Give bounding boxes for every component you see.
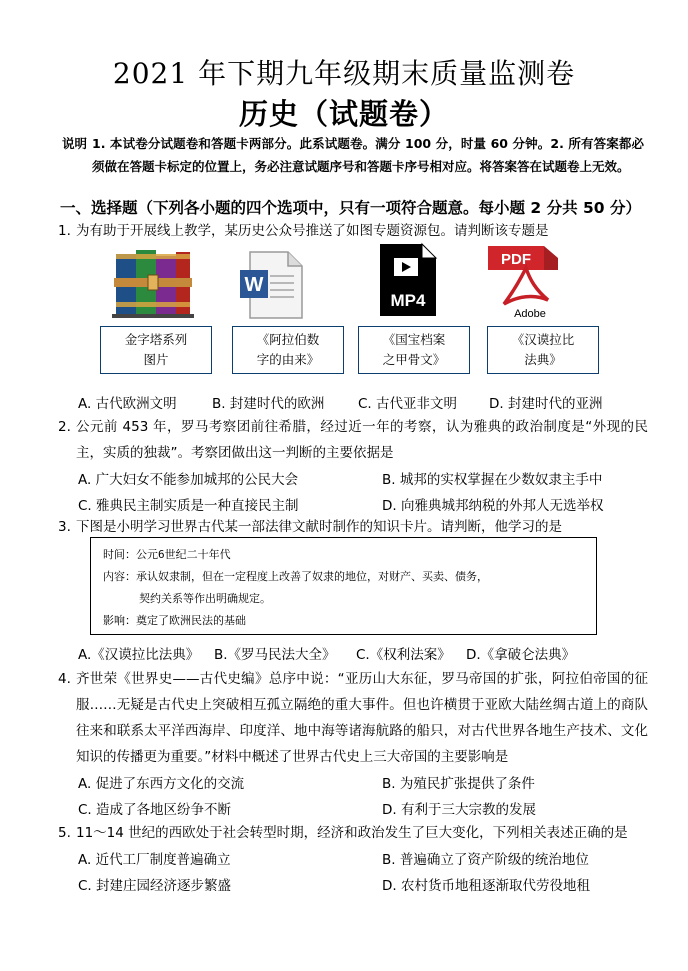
card-content-cont: 契约关系等作出明确规定。 (139, 592, 271, 605)
option-b[interactable]: B.《罗马民法大全》 (214, 647, 336, 663)
section-heading: 一、选择题（下列各小题的四个选项中，只有一项符合题意。每小题 2 分共 50 分） (60, 199, 641, 217)
mp4-file-icon (378, 242, 438, 318)
instructions-label: 说明 (62, 136, 88, 151)
option-a[interactable]: A. 近代工厂制度普遍确立 (78, 852, 231, 868)
pdf-file-icon (488, 244, 564, 320)
exam-subtitle: 历史（试题卷） (238, 97, 449, 131)
resource-caption (100, 326, 212, 374)
question-number: 4. (58, 671, 71, 687)
mp4-label: MP4 (390, 291, 426, 310)
adobe-label: Adobe (514, 308, 546, 320)
svg-text:W: W (244, 274, 264, 296)
caption-line: 《汉谟拉比 (511, 332, 575, 347)
exam-title: 2021 年下期九年级期末质量监测卷 (112, 57, 576, 90)
resource-caption (358, 326, 470, 374)
card-content: 内容：承认奴隶制，但在一定程度上改善了奴隶的地位，对财产、买卖、债务， (103, 570, 488, 583)
pdf-label: PDF (501, 251, 531, 268)
option-d[interactable]: D. 有利于三大宗教的发展 (382, 802, 536, 818)
option-d[interactable]: D. 农村货币地租逐渐取代劳役地租 (382, 878, 590, 894)
option-c[interactable]: C. 古代亚非文明 (358, 396, 458, 412)
option-a[interactable]: A. 促进了东西方文化的交流 (78, 776, 245, 792)
instructions-text: 1. 本试卷分试题卷和答题卡两部分。此系试题卷。满分 100 分，时量 60 分钟。2. 所有答案都必须做在答题卡标定的位置上，务必注意试题序号和答题卡序号相对应。将答案答在试题卷上无效。 (92, 136, 644, 174)
question-text: 公元前 453 年，罗马考察团前往希腊，经过近一年的考察，认为雅典的政治制度是“外现的民主，实质的独裁”。考察团做出这一判断的主要依据是 (76, 419, 648, 461)
question-number: 2. (58, 419, 71, 435)
question-text: 齐世荣《世界史——古代史编》总序中说：“亚历山大东征，罗马帝国的扩张，阿拉伯帝国的征服……无疑是古代史上突破相互孤立隔绝的重大事件。但也许横贯于亚欧大陆丝绸古道上的商队往来和联系太平洋西海岸、印度洋、地中海等诸海航路的船只，对古代世界各地生产技术、文化知识的传播更为重要。”材料中概述了世界古代史上三大帝国的主要影响是 (76, 671, 648, 765)
caption-line: 金字塔系列 (124, 332, 188, 347)
option-d[interactable]: D.《拿破仑法典》 (466, 647, 576, 663)
caption-line: 法典》 (524, 352, 562, 367)
option-b[interactable]: B. 封建时代的欧洲 (212, 396, 325, 412)
option-a[interactable]: A.《汉谟拉比法典》 (78, 647, 200, 663)
option-a[interactable]: A. 广大妇女不能参加城邦的公民大会 (78, 472, 299, 488)
word-document-icon (236, 250, 308, 320)
question-number: 1. (58, 223, 71, 239)
option-b[interactable]: B. 城邦的实权掌握在少数奴隶主手中 (382, 472, 603, 488)
option-c[interactable]: C. 雅典民主制实质是一种直接民主制 (78, 498, 299, 514)
option-b[interactable]: B. 普遍确立了资产阶级的统治地位 (382, 852, 589, 868)
caption-line: 之甲骨文》 (382, 352, 446, 367)
card-impact: 影响：奠定了欧洲民法的基础 (103, 614, 246, 627)
caption-line: 《阿拉伯数 (256, 332, 320, 347)
resource-caption (487, 326, 599, 374)
option-c[interactable]: C.《权利法案》 (356, 647, 451, 663)
card-time: 时间：公元6世纪二十年代 (103, 548, 231, 561)
caption-line: 图片 (143, 352, 169, 367)
caption-line: 《国宝档案 (382, 332, 446, 347)
question-number: 5. (58, 825, 71, 841)
knowledge-card (90, 537, 597, 635)
option-c[interactable]: C. 封建庄园经济逐步繁盛 (78, 878, 232, 894)
question-number: 3. (58, 519, 71, 535)
caption-line: 字的由来》 (256, 352, 320, 367)
question-text: 为有助于开展线上教学，某历史公众号推送了如图专题资源包。请判断该专题是 (76, 223, 549, 239)
stacked-books-icon (112, 244, 194, 318)
resource-caption (232, 326, 344, 374)
option-d[interactable]: D. 封建时代的亚洲 (489, 396, 603, 412)
option-d[interactable]: D. 向雅典城邦纳税的外邦人无选举权 (382, 498, 604, 514)
question-text: 下图是小明学习世界古代某一部法律文献时制作的知识卡片。请判断，他学习的是 (76, 519, 562, 535)
option-a[interactable]: A. 古代欧洲文明 (78, 396, 177, 412)
question-text: 11～14 世纪的西欧处于社会转型时期，经济和政治发生了巨大变化，下列相关表述正确的是 (76, 825, 628, 841)
option-c[interactable]: C. 造成了各地区纷争不断 (78, 802, 232, 818)
option-b[interactable]: B. 为殖民扩张提供了条件 (382, 776, 535, 792)
